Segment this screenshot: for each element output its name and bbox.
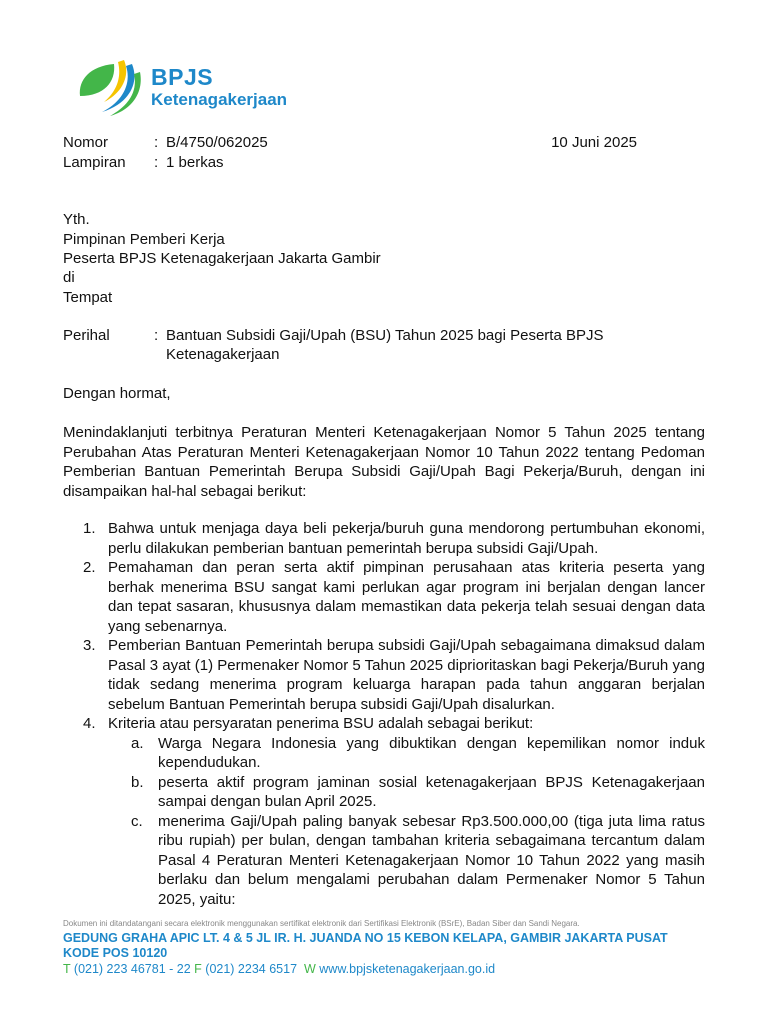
list-item-text: Pemahaman dan peran serta aktif pimpinan perusahaan atas kriteria peserta yang berhak menerima BSU sangat kami perlukan agar program ini berjalan dengan lancer dan tepat sasaran, khususnya dalam memastikan data pekerja telah sesuai dengan data yang sebenarnya. [108, 559, 705, 635]
perihal-colon: : [154, 327, 159, 344]
list-item-number: 1. [83, 520, 96, 537]
intro-paragraph: Menindaklanjuti terbitnya Peraturan Menteri Ketenagakerjaan Nomor 5 Tahun 2025 tentang Perubahan Atas Peraturan Menteri Ketenagakerjaan Nomor 10 Tahun 2022 tentang Pedoman Pemberian Bantuan Pemerintah Berupa Subsidi Gaji/Upah Bagi Pekerja/Buruh, dengan ini disampaikan hal-hal sebagai berikut: [63, 424, 705, 500]
list-item-number: 3. [83, 637, 96, 654]
sub-list-item-text: Warga Negara Indonesia yang dibuktikan dengan kepemilikan nomor induk kependudukan. [158, 734, 705, 771]
sub-list-item-letter: c. [131, 812, 143, 830]
letter-date: 10 Juni 2025 [551, 134, 637, 151]
greeting: Dengan hormat, [63, 385, 171, 402]
e-signature-note: Dokumen ini ditandatangani secara elektronik menggunakan sertifikat elektronik dari Sertifikasi Elektronik (BSrE), Badan Siber dan Sandi Negara. [63, 919, 580, 928]
list-item-text: Pemberian Bantuan Pemerintah berupa subsidi Gaji/Upah sebagaimana dimaksud dalam Pasal 3 ayat (1) Permenaker Nomor 5 Tahun 2025 diprioritaskan bagi Pekerja/Buruh yang tidak sedang menerima program keluarga harapan pada tahun anggaran berjalan sebelum Bantuan Pemerintah berupa subsidi Gaji/Upah disalurkan. [108, 637, 705, 713]
sub-list-item-letter: a. [131, 734, 144, 752]
list-item [63, 558, 705, 636]
lampiran-colon: : [154, 154, 159, 171]
addressee-line: Peserta BPJS Ketenagakerjaan Jakarta Gambir [63, 250, 381, 267]
addressee-line: Pimpinan Pemberi Kerja [63, 231, 225, 248]
list-item [63, 636, 705, 714]
bpjs-logo [76, 58, 316, 118]
footer-address-line-2: KODE POS 10120 [63, 946, 168, 960]
nomor-label: Nomor [63, 134, 109, 151]
nomor-colon: : [154, 134, 159, 151]
lampiran-label: Lampiran [63, 154, 126, 171]
list-item-number: 2. [83, 559, 96, 576]
sub-list-item-text: peserta aktif program jaminan sosial ketenagakerjaan BPJS Ketenagakerjaan sampai dengan bulan April 2025. [158, 773, 705, 810]
fax-label: F [194, 962, 202, 976]
perihal-label: Perihal [63, 327, 110, 344]
bpjs-leaf-icon [76, 58, 148, 118]
sub-list-item-letter: b. [131, 773, 144, 791]
sub-list-item [63, 773, 705, 812]
footer-address-line-1: GEDUNG GRAHA APIC LT. 4 & 5 JL IR. H. JUANDA NO 15 KEBON KELAPA, GAMBIR JAKARTA PUSAT [63, 931, 668, 945]
logo-text-ketenagakerjaan: Ketenagakerjaan [151, 90, 288, 109]
addressee-line: Tempat [63, 289, 113, 306]
list-item-text: Bahwa untuk menjaga daya beli pekerja/buruh guna mendorong pertumbuhan ekonomi, perlu dilakukan pemberian bantuan pemerintah berupa subsidi Gaji/Upah. [108, 520, 705, 557]
list-item [63, 714, 705, 734]
numbered-list [63, 519, 705, 909]
phone-label: T [63, 962, 71, 976]
logo-text-bpjs: BPJS [151, 64, 214, 90]
perihal-line-2: Ketenagakerjaan [166, 346, 280, 363]
addressee-line: Yth. [63, 211, 90, 228]
footer-contact [63, 962, 495, 976]
nomor-value: B/4750/062025 [166, 134, 268, 151]
lampiran-value: 1 berkas [166, 154, 224, 171]
web-label: W [303, 962, 316, 976]
list-item [63, 519, 705, 558]
perihal-line-1: Bantuan Subsidi Gaji/Upah (BSU) Tahun 2025 bagi Peserta BPJS [166, 327, 604, 344]
sub-list-item [63, 734, 705, 773]
sub-list-item-text: menerima Gaji/Upah paling banyak sebesar Rp3.500.000,00 (tiga juta lima ratus ribu rupiah) per bulan, dengan tambahan kriteria sebagaimana tercantum dalam Pasal 4 Peraturan Menteri Ketenagakerjaan Nomor 10 Tahun 2022 yang masih berlaku dan belum mengalami perubahan dalam Permenaker Nomor 5 Tahun 2025, yaitu: [158, 812, 705, 908]
website-link[interactable]: www.bpjsketenagakerjaan.go.id [319, 962, 496, 976]
list-item-text: Kriteria atau persyaratan penerima BSU adalah sebagai berikut: [108, 715, 534, 732]
sub-list-item [63, 812, 705, 910]
addressee-line: di [63, 269, 75, 286]
phone-value: (021) 223 46781 - 22 [73, 962, 191, 976]
fax-value: (021) 2234 6517 [205, 962, 298, 976]
list-item-number: 4. [83, 715, 96, 732]
